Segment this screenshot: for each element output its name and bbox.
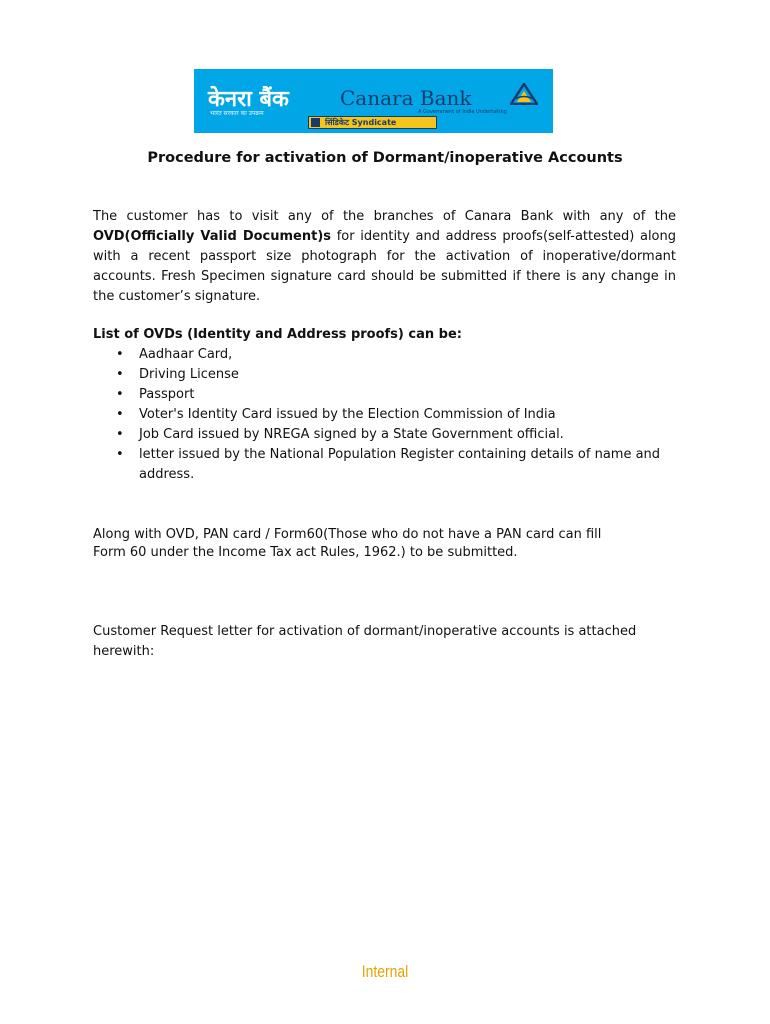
list-item-text: Voter's Identity Card issued by the Election Commission of India xyxy=(139,407,556,422)
list-item xyxy=(93,405,676,425)
pan-paragraph-line-1: Along with OVD, PAN card / Form60(Those who do not have a PAN card can fill xyxy=(93,527,602,542)
list-item-text: Job Card issued by NREGA signed by a State Government official. xyxy=(139,427,564,442)
internal-classification-label: Internal xyxy=(361,962,409,981)
page-title: Procedure for activation of Dormant/inoperative Accounts xyxy=(147,150,623,166)
intro-rest: for identity and address proofs(self-attested) along with a recent passport size photograph for the activation of inoperative/dormant accounts. Fresh Specimen signature card should be submitted if there is any change in the customer’s signature. xyxy=(93,229,676,304)
request-letter-paragraph: Customer Request letter for activation of dormant/inoperative accounts is attached herewith: xyxy=(93,624,637,659)
canara-triangle-icon xyxy=(510,83,538,105)
list-item xyxy=(93,365,676,385)
bullet-icon: • xyxy=(116,367,124,382)
canara-bank-logo xyxy=(194,69,553,133)
logo-hindi-name: केनरा बैंक xyxy=(208,87,289,112)
syndicate-mark-icon xyxy=(311,118,320,127)
list-item xyxy=(93,445,676,485)
logo-english-name: Canara Bank xyxy=(340,86,472,110)
bullet-icon: • xyxy=(116,407,124,422)
syndicate-label: सिंडिकेट Syndicate xyxy=(325,118,397,127)
intro-paragraph xyxy=(93,207,676,307)
list-item-text: Aadhaar Card, xyxy=(139,347,233,362)
syndicate-strip xyxy=(308,116,437,129)
list-item-text: Passport xyxy=(139,387,195,402)
logo-hindi-tagline: भारत सरकार का उपक्रम xyxy=(210,110,264,117)
pan-paragraph xyxy=(93,526,676,562)
list-item xyxy=(93,425,676,445)
pan-paragraph-line-2: Form 60 under the Income Tax act Rules, 1962.) to be submitted. xyxy=(93,545,518,560)
bullet-icon: • xyxy=(116,387,124,402)
bullet-icon: • xyxy=(116,447,124,462)
list-item-text: Driving License xyxy=(139,367,239,382)
ovd-list xyxy=(93,345,676,485)
list-item xyxy=(93,385,676,405)
list-item xyxy=(93,345,676,365)
logo-english-tagline: A Government of India Undertaking xyxy=(418,109,507,115)
intro-lead: The customer has to visit any of the branches of Canara Bank with any of the xyxy=(93,209,676,224)
ovd-list-heading: List of OVDs (Identity and Address proofs) can be: xyxy=(93,327,462,342)
bullet-icon: • xyxy=(116,427,124,442)
bullet-icon: • xyxy=(116,347,124,362)
list-item-text: letter issued by the National Population Register containing details of name and address. xyxy=(139,447,661,482)
intro-ovd-bold: OVD(Officially Valid Document)s xyxy=(93,229,332,244)
